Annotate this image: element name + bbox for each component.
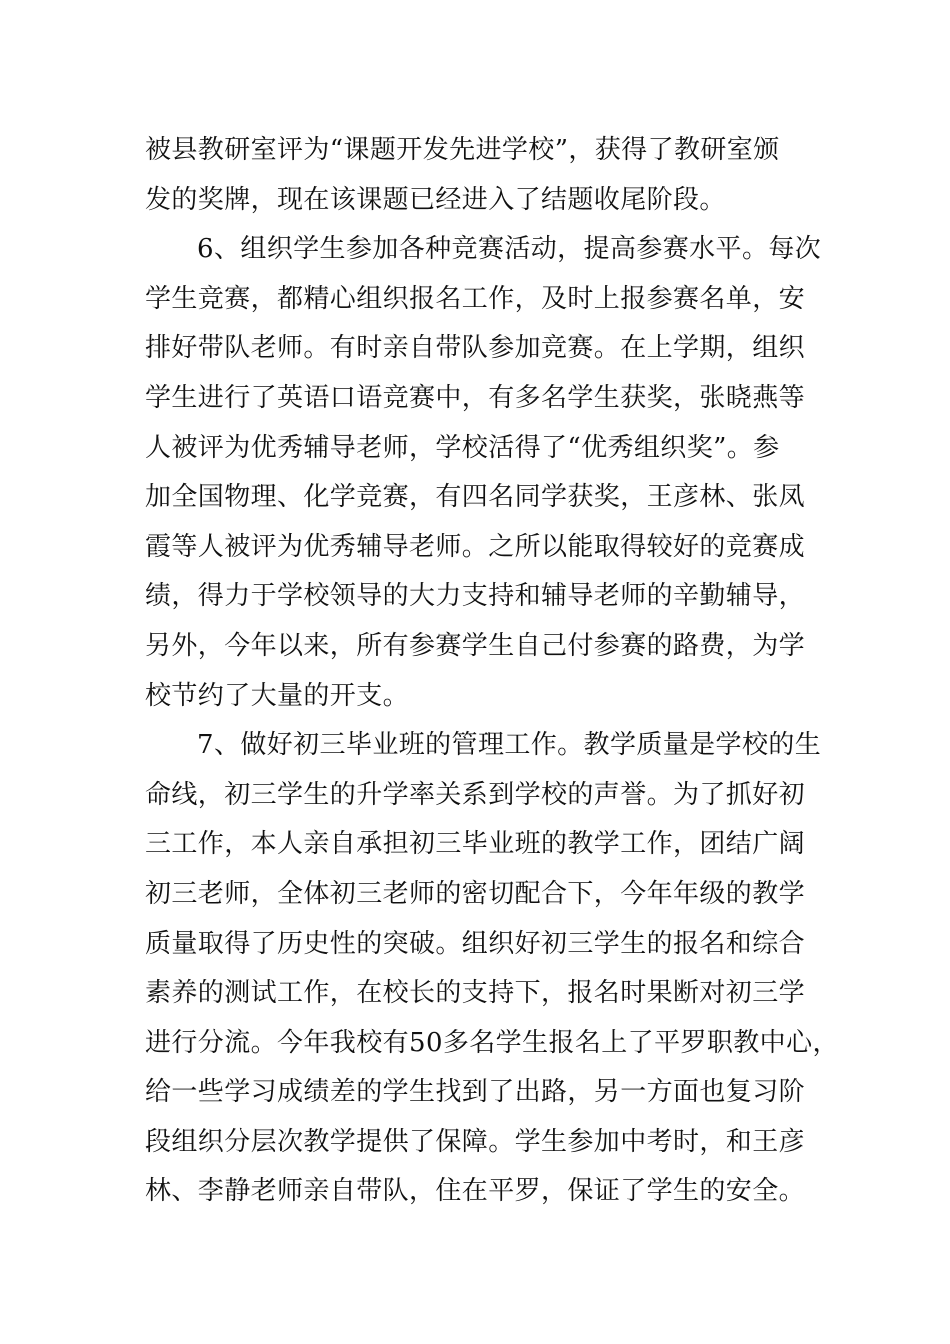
text-line: 林、李静老师亲自带队，住在平罗，保证了学生的安全。 (145, 1176, 806, 1207)
text-line: 质量取得了历史性的突破。组织好初三学生的报名和综合 (145, 928, 806, 959)
text-line: 加全国物理、化学竞赛，有四名同学获奖，王彦林、张凤 (145, 482, 806, 513)
paragraph-intro (145, 126, 815, 225)
text-line: 绩，得力于学校领导的大力支持和辅导老师的辛勤辅导， (145, 581, 806, 612)
text-line: 学生竞赛，都精心组织报名工作，及时上报参赛名单，安 (145, 283, 806, 314)
text-line: 霞等人被评为优秀辅导老师。之所以能取得较好的竞赛成 (145, 531, 806, 562)
text-line: 人被评为优秀辅导老师，学校活得了“优秀组织奖”。参 (145, 432, 780, 463)
text-line: 三工作，本人亲自承担初三毕业班的教学工作，团结广阔 (145, 829, 806, 860)
text-line: 段组织分层次教学提供了保障。学生参加中考时，和王彦 (145, 1126, 806, 1157)
text-line: 另外，今年以来，所有参赛学生自己付参赛的路费，为学 (145, 630, 806, 661)
text-line: 初三老师，全体初三老师的密切配合下，今年年级的教学 (145, 878, 806, 909)
text-line: 排好带队老师。有时亲自带队参加竞赛。在上学期，组织 (145, 333, 806, 364)
text-line: 校节约了大量的开支。 (145, 680, 410, 711)
text-line: 发的奖牌，现在该课题已经进入了结题收尾阶段。 (145, 184, 726, 215)
text-line: 命线，初三学生的升学率关系到学校的声誉。为了抓好初 (145, 779, 806, 810)
text-line: 7、做好初三毕业班的管理工作。教学质量是学校的生 (197, 730, 822, 761)
paragraph-6 (145, 225, 822, 721)
paragraph-7 (145, 721, 839, 1217)
text-line: 素养的测试工作，在校长的支持下，报名时果断对初三学 (145, 978, 806, 1009)
text-line: 进行分流。今年我校有50多名学生报名上了平罗职教中心， (145, 1027, 839, 1058)
text-line: 6、组织学生参加各种竞赛活动，提高参赛水平。每次 (197, 234, 822, 265)
text-line: 给一些学习成绩差的学生找到了出路，另一方面也复习阶 (145, 1077, 806, 1108)
text-line: 学生进行了英语口语竞赛中，有多名学生获奖，张晓燕等 (145, 382, 806, 413)
text-line: 被县教研室评为“课题开发先进学校”，获得了教研室颁 (145, 135, 780, 165)
document-body (145, 126, 839, 1217)
